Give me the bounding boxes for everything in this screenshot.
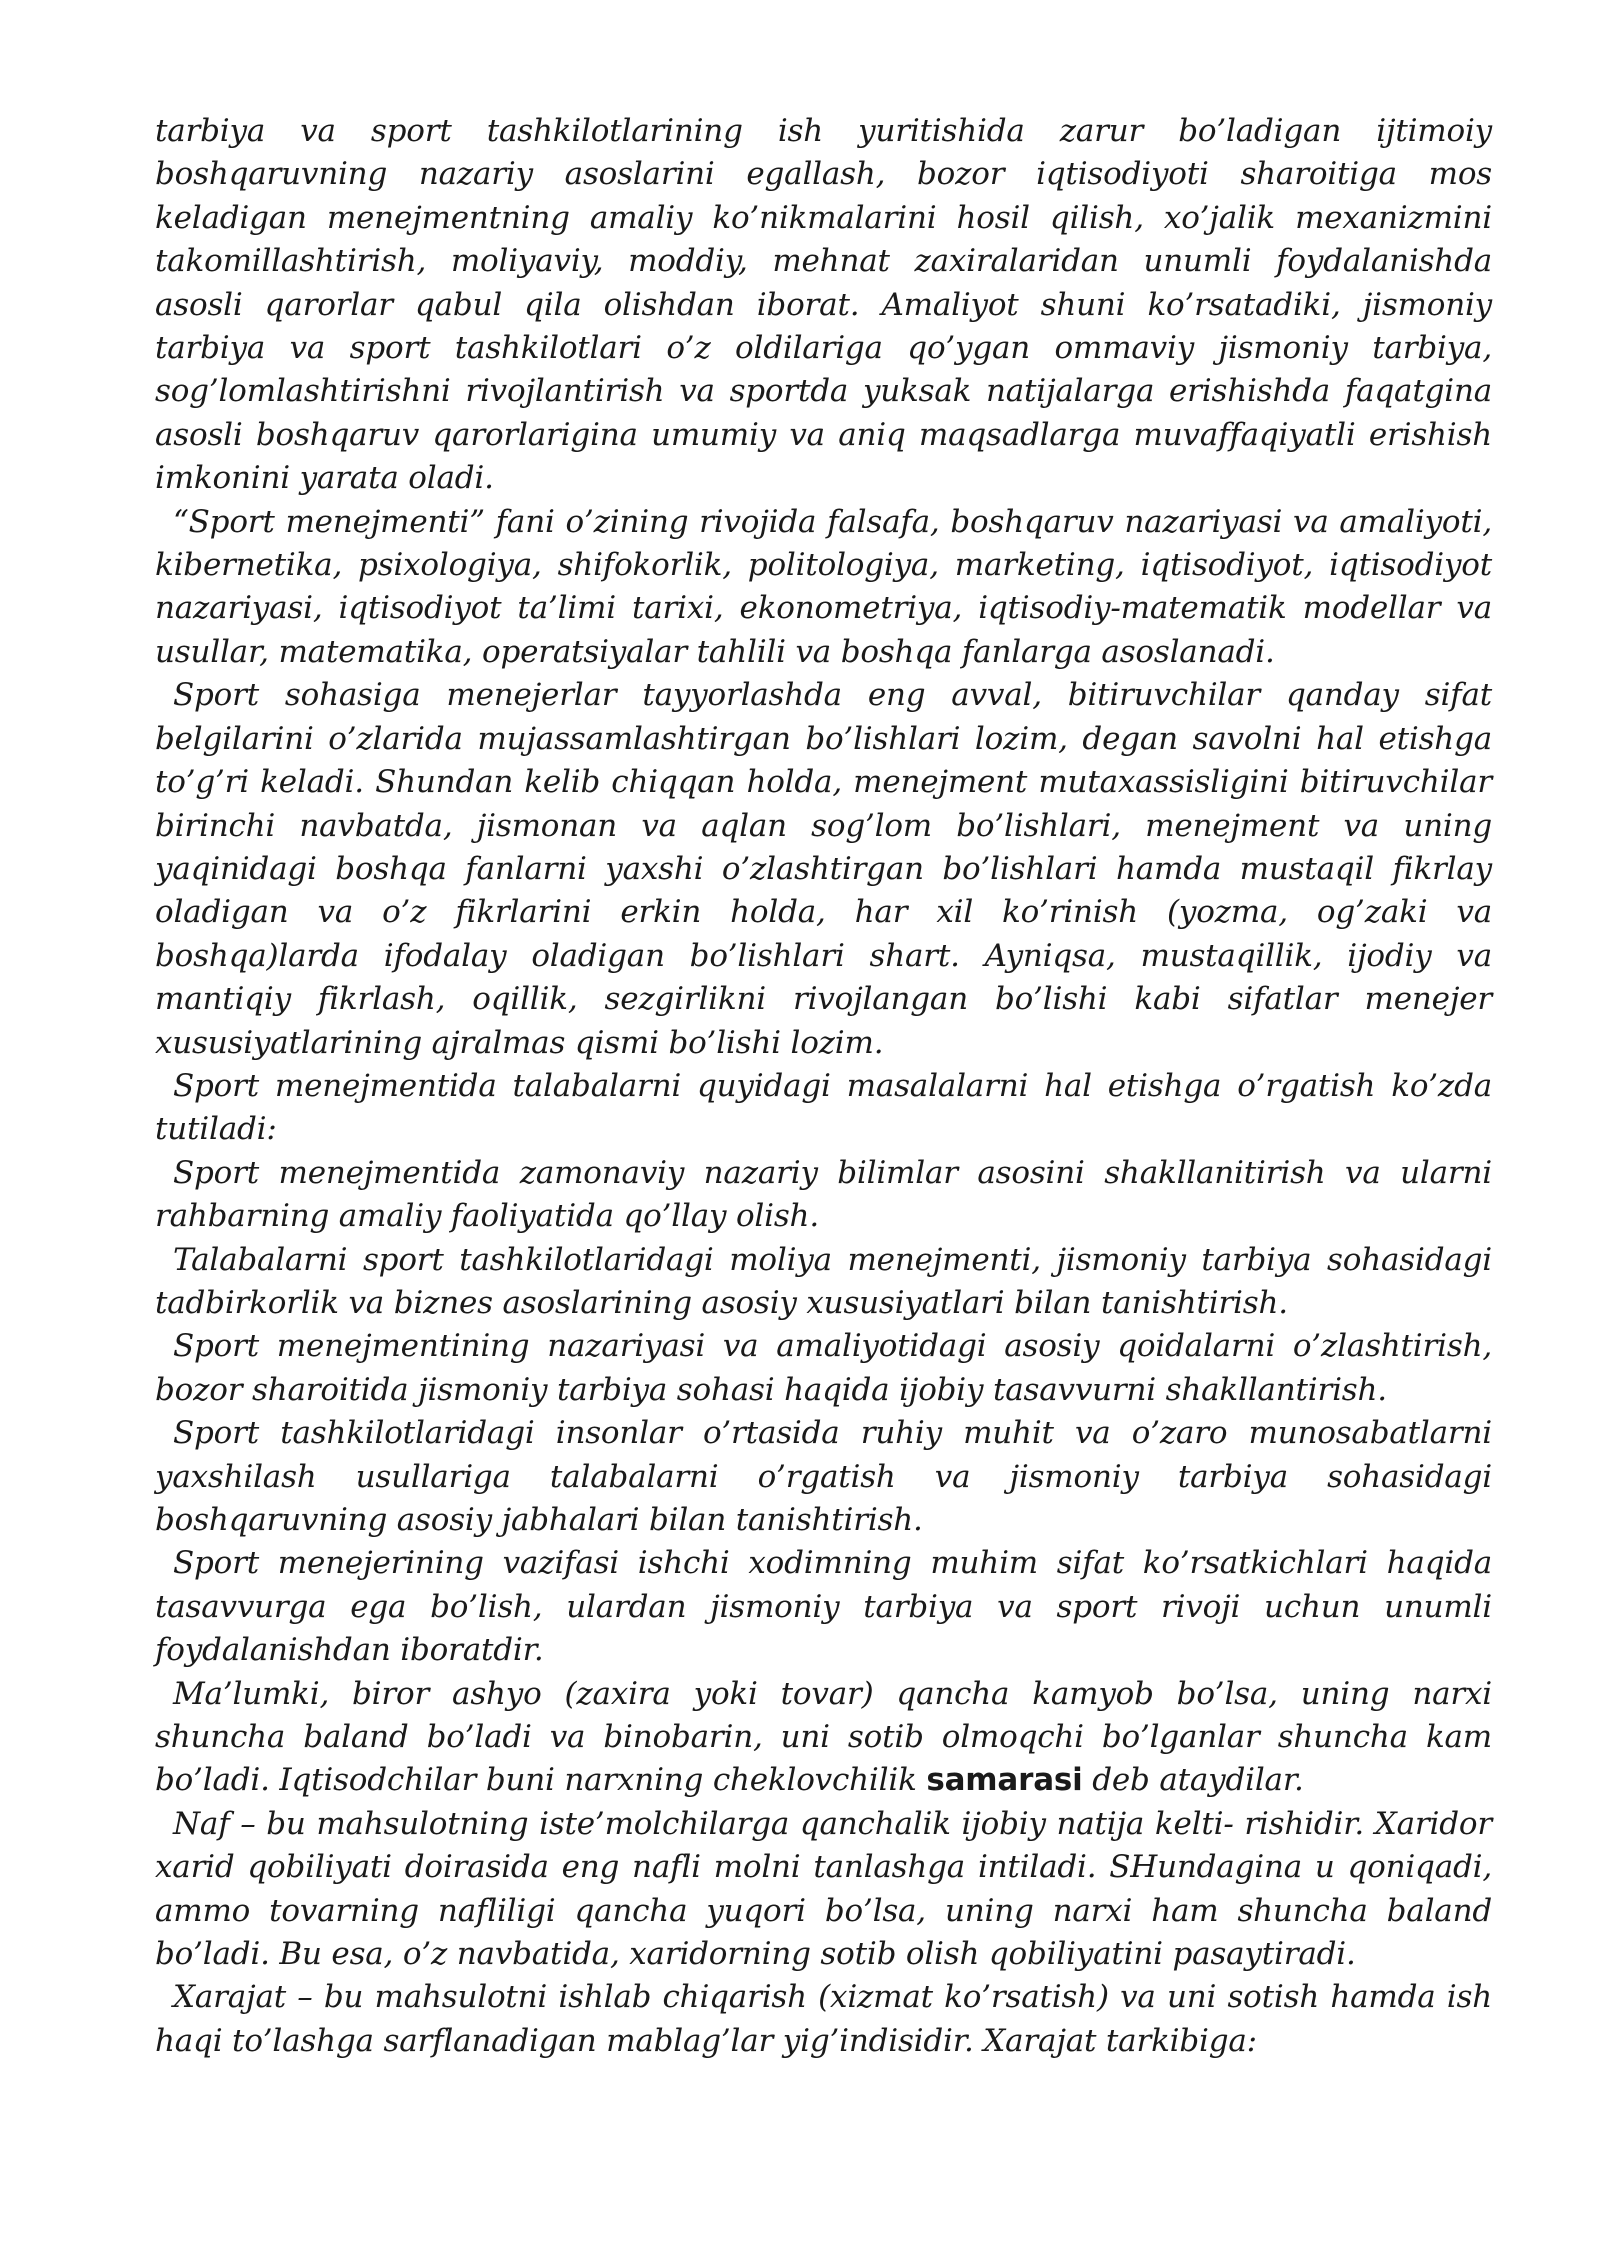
paragraph-tasks-intro: Sport menejmentida talabalarni quyidagi masalalarni hal etishga o’rgatish ko’zda tutiladi:: [155, 1067, 1492, 1148]
paragraph-discipline-foundations: “Sport menejmenti” fani o’zining rivojida falsafa, boshqaruv nazariyasi va amaliyoti, kibernetika, psixologiya, shifokorlik, politologiya, marketing, iqtisodiyot, iqtisodiyot nazariyasi, iqtisodiyot ta’limi tarixi, ekonometriya, iqtisodiy-matematik modellar va usullar, matematika, operatsiyalar tahlili va boshqa fanlarga asoslanadi.: [155, 503, 1492, 670]
paragraph-task-finance: Talabalarni sport tashkilotlaridagi moliya menejmenti, jismoniy tarbiya sohasidagi tadbirkorlik va biznes asoslarining asosiy xususiyatlari bilan tanishtirish.: [155, 1241, 1492, 1321]
paragraph-utility: Naf – bu mahsulotning iste’molchilarga qanchalik ijobiy natija kelti- rishidir. Xaridor xarid qobiliyati doirasida eng nafli molni tanlashga intiladi. SHundagina u qoniqadi, ammo tovarning nafliligi qancha yuqori bo’lsa, uning narxi ham shuncha baland bo’ladi. Bu esa, o’z navbatida, xaridorning sotib olish qobiliyatini pasaytiradi.: [155, 1805, 1492, 1973]
scarcity-text-after: deb ataydilar.: [1082, 1762, 1304, 1799]
paragraph-scarcity: [155, 1673, 1492, 1803]
paragraph-task-climate: Sport tashkilotlaridagi insonlar o’rtasida ruhiy muhit va o’zaro munosabatlarni yaxshilash usullariga talabalarni o’rgatish va jismoniy tarbiya sohasidagi boshqaruvning asosiy jabhalari bilan tanishtirish.: [155, 1415, 1492, 1538]
paragraph-costs: Xarajat – bu mahsulotni ishlab chiqarish (xizmat ko’rsatish) va uni sotish hamda ish haqi to’lashga sarflanadigan mablag’lar yig’indisidir. Xarajat tarkibiga:: [155, 1979, 1492, 2059]
paragraph-task-practice: Sport menejmentining nazariyasi va amaliyotidagi asosiy qoidalarni o’zlashtirish, bozor sharoitida jismoniy tarbiya sohasi haqida ijobiy tasavvurni shakllantirish.: [155, 1328, 1492, 1408]
scarcity-text-before: Ma’lumki, biror ashyo (zaxira yoki tovar) qancha kamyob bo’lsa, uning narxi shuncha baland bo’ladi va binobarin, uni sotib olmoqchi bo’lganlar shuncha kam bo’ladi. Iqtisodchilar buni narxning cheklovchilik: [155, 1675, 1492, 1799]
paragraph-manager-qualities: Sport sohasiga menejerlar tayyorlashda eng avval, bitiruvchilar qanday sifat belgilarini o’zlarida mujassamlashtirgan bo’lishlari lozim, degan savolni hal etishga to’g’ri keladi. Shundan kelib chiqqan holda, menejment mutaxassisligini bitiruvchilar birinchi navbatda, jismonan va aqlan sog’lom bo’lishlari, menejment va uning yaqinidagi boshqa fanlarni yaxshi o’zlashtirgan bo’lishlari hamda mustaqil fikrlay oladigan va o’z fikrlarini erkin holda, har xil ko’rinish (yozma, og’zaki va boshqa)larda ifodalay oladigan bo’lishlari shart. Ayniqsa, mustaqillik, ijodiy va mantiqiy fikrlash, oqillik, sezgirlikni rivojlangan bo’lishi kabi sifatlar menejer xususiyatlarining ajralmas qismi bo’lishi lozim.: [155, 677, 1492, 1061]
document-body: [155, 110, 1492, 2063]
scarcity-bold-term: samarasi: [926, 1762, 1083, 1799]
paragraph-task-theory: Sport menejmentida zamonaviy nazariy bilimlar asosini shakllanitirish va ularni rahbarning amaliy faoliyatida qo’llay olish.: [155, 1154, 1492, 1235]
paragraph-continuation: tarbiya va sport tashkilotlarining ish yuritishida zarur bo’ladigan ijtimoiy boshqaruvning nazariy asoslarini egallash, bozor iqtisodiyoti sharoitiga mos keladigan menejmentning amaliy ko’nikmalarini hosil qilish, xo’jalik mexanizmini takomillashtirish, moliyaviy, moddiy, mehnat zaxiralaridan unumli foydalanishda asosli qarorlar qabul qila olishdan iborat. Amaliyot shuni ko’rsatadiki, jismoniy tarbiya va sport tashkilotlari o’z oldilariga qo’ygan ommaviy jismoniy tarbiya, sog’lomlashtirishni rivojlantirish va sportda yuksak natijalarga erishishda faqatgina asosli boshqaruv qarorlarigina umumiy va aniq maqsadlarga muvaffaqiyatli erishish imkonini yarata oladi.: [155, 113, 1492, 497]
paragraph-manager-duty: Sport menejerining vazifasi ishchi xodimning muhim sifat ko’rsatkichlari haqida tasavvurga ega bo’lish, ulardan jismoniy tarbiya va sport rivoji uchun unumli foydalanishdan iboratdir.: [155, 1545, 1492, 1669]
